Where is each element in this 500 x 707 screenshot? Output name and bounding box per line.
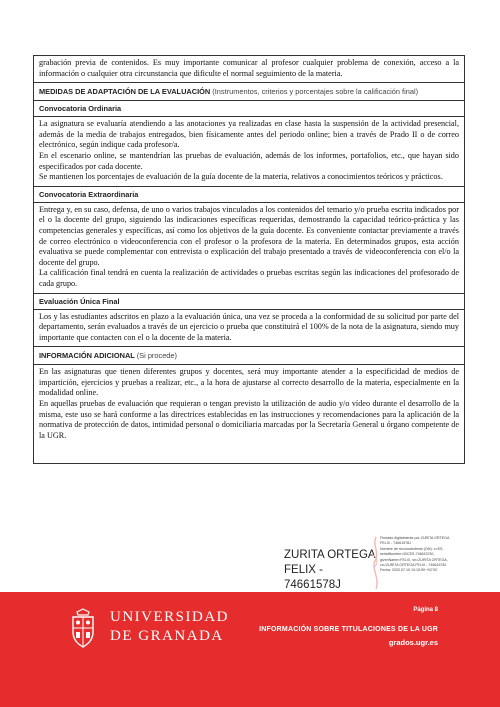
- signature-details: [380, 536, 470, 574]
- ordinaria-paragraph: Se mantienen los porcentajes de evaluación de la guía docente de la materia, relativos a conocimientos teóricos y prácticos.: [39, 172, 443, 182]
- measures-title: MEDIDAS DE ADAPTACIÓN DE LA EVALUACIÓN: [39, 87, 211, 97]
- measures-heading: [34, 83, 464, 100]
- unica-body-row: [34, 310, 464, 348]
- measures-heading-row: [34, 83, 464, 101]
- university-name-line2: DE GRANADA: [110, 628, 224, 644]
- adicional-heading-row: [34, 347, 464, 365]
- adicional-note: (Si procede): [136, 351, 177, 361]
- signature-detail-line: serialNumber=IDCES-74661578J,: [380, 552, 435, 557]
- ordinaria-paragraph: En el escenario online, se mantendrían las pruebas de evaluación, además de los informes, portafolios, etc., que hayan sido especificados por cada docente.: [39, 150, 459, 171]
- extraordinaria-heading: Convocatoria Extraordinaria: [39, 189, 139, 199]
- ordinaria-paragraph: La asignatura se evaluaría atendiendo a las anotaciones ya realizadas en clase hasta la suspensión de la actividad presencial, además de la media de trabajos entregados, bien físicamente antes del periodo online; bien a través de Prado II o de correo electrónico, según indique cada profesor/a.: [39, 119, 459, 150]
- ordinaria-body: [34, 117, 464, 186]
- extraordinaria-body-row: [34, 203, 464, 294]
- footer-title: INFORMACIÓN SOBRE TITULACIONES DE LA UGR: [259, 626, 438, 633]
- university-crest-icon: [68, 608, 98, 648]
- university-name-line1: UNIVERSIDAD: [110, 609, 229, 625]
- signature-name-line2: FELIX - 74661578J: [284, 564, 341, 591]
- adicional-paragraph: En las asignaturas que tienen diferentes grupos y docentes, será muy importante atender a la especificidad de medios de impartición, ejercicios y pruebas a realizar, etc., a la hora de ajustarse al correcto desarrollo de la materia, especialmente en la modalidad online.: [39, 367, 459, 398]
- adicional-title: INFORMACIÓN ADICIONAL: [39, 351, 135, 361]
- extraordinaria-paragraph: La calificación final tendrá en cuenta la realización de actividades o pruebas escritas según las indicaciones del profesorado de cada grupo.: [39, 268, 459, 288]
- footer-url[interactable]: grados.ugr.es: [388, 638, 438, 647]
- extraordinaria-body: [34, 203, 464, 293]
- unica-body: Los y las estudiantes adscritos en plazo a la evaluación única, una vez se proceda a la conformidad de su solicitud por parte del departamento, serán evaluados a través de un ejercicio o prueba que constituirá el 100% de la nota de la asignatura, siendo muy importante que contacten con el o la docente de la materia.: [39, 311, 459, 342]
- signature-detail-line: Fecha: 2020.07.15 19:15:59 +02'00': [380, 568, 438, 573]
- signature-detail-line: Firmado digitalmente por ZURITA ORTEGA: [380, 536, 450, 540]
- signature-name-line1: ZURITA ORTEGA: [284, 549, 376, 561]
- signature-detail-line: givenName=FELIX, sn=ZURITA ORTEGA,: [380, 557, 448, 562]
- signature-detail-line: cn=ZURITA ORTEGA FELIX - 74661578J: [380, 563, 447, 568]
- intro-row: [34, 56, 464, 83]
- unica-heading-row: [34, 294, 464, 310]
- university-footer: [0, 592, 500, 707]
- extraordinaria-paragraph: Entrega y, en su caso, defensa, de uno o varios trabajos vinculados a los contenidos del temario y/o prueba escrita indicados por el o la docente del grupo, siguiendo las indicaciones específicas requeridas, demostrando la capacidad teórico-práctica y las competencias generales y específicas, así como los objetivos de la guía docente. Es conveniente contactar previamente a través de correo electrónico o videoconferencia con el profesor o la profesora de la materia. En determinados grupos, esta acción evaluativa se puede complementar con entrevista o explicación del trabajo presentado a través de videoconferencia con el/o la docente del grupo.: [39, 204, 459, 267]
- university-name: [110, 608, 229, 646]
- adicional-heading: [34, 347, 464, 364]
- measures-note: (Instrumentos, criterios y porcentajes sobre la calificación final): [212, 87, 419, 97]
- extraordinaria-heading-row: [34, 187, 464, 203]
- adicional-paragraph: En aquellas pruebas de evaluación que requieran o tengan previsto la utilización de audio y/o vídeo durante el desarrollo de la misma, este uso se hará conforme a las directrices establecidas en las instrucciones y recomendaciones para la aplicación de la normativa de protección de datos, intimidad personal o domiciliaria marcadas por la Secretaría General u órgano competente de la UGR.: [39, 399, 459, 440]
- ordinaria-heading: Convocatoria Ordinaria: [39, 104, 122, 114]
- adicional-body: [34, 365, 464, 463]
- signature-name: [284, 548, 376, 593]
- intro-text: grabación previa de contenidos. Es muy importante comunicar al profesor cualquier problema de conexión, acceso a la información o cualquier otra circunstancia que dificulte el normal seguimiento de la materia.: [39, 58, 459, 78]
- ordinaria-body-row: [34, 117, 464, 187]
- signature-detail-line: FELIX - 74661578J: [380, 541, 411, 546]
- adaptation-table: [33, 55, 465, 464]
- signature-detail-line: Nombre de reconocimiento (DN): c=ES,: [380, 546, 444, 551]
- ordinaria-heading-row: [34, 101, 464, 117]
- adicional-body-row: [34, 365, 464, 463]
- page-number: Página 8: [413, 607, 438, 613]
- unica-heading: Evaluación Única Final: [39, 296, 120, 306]
